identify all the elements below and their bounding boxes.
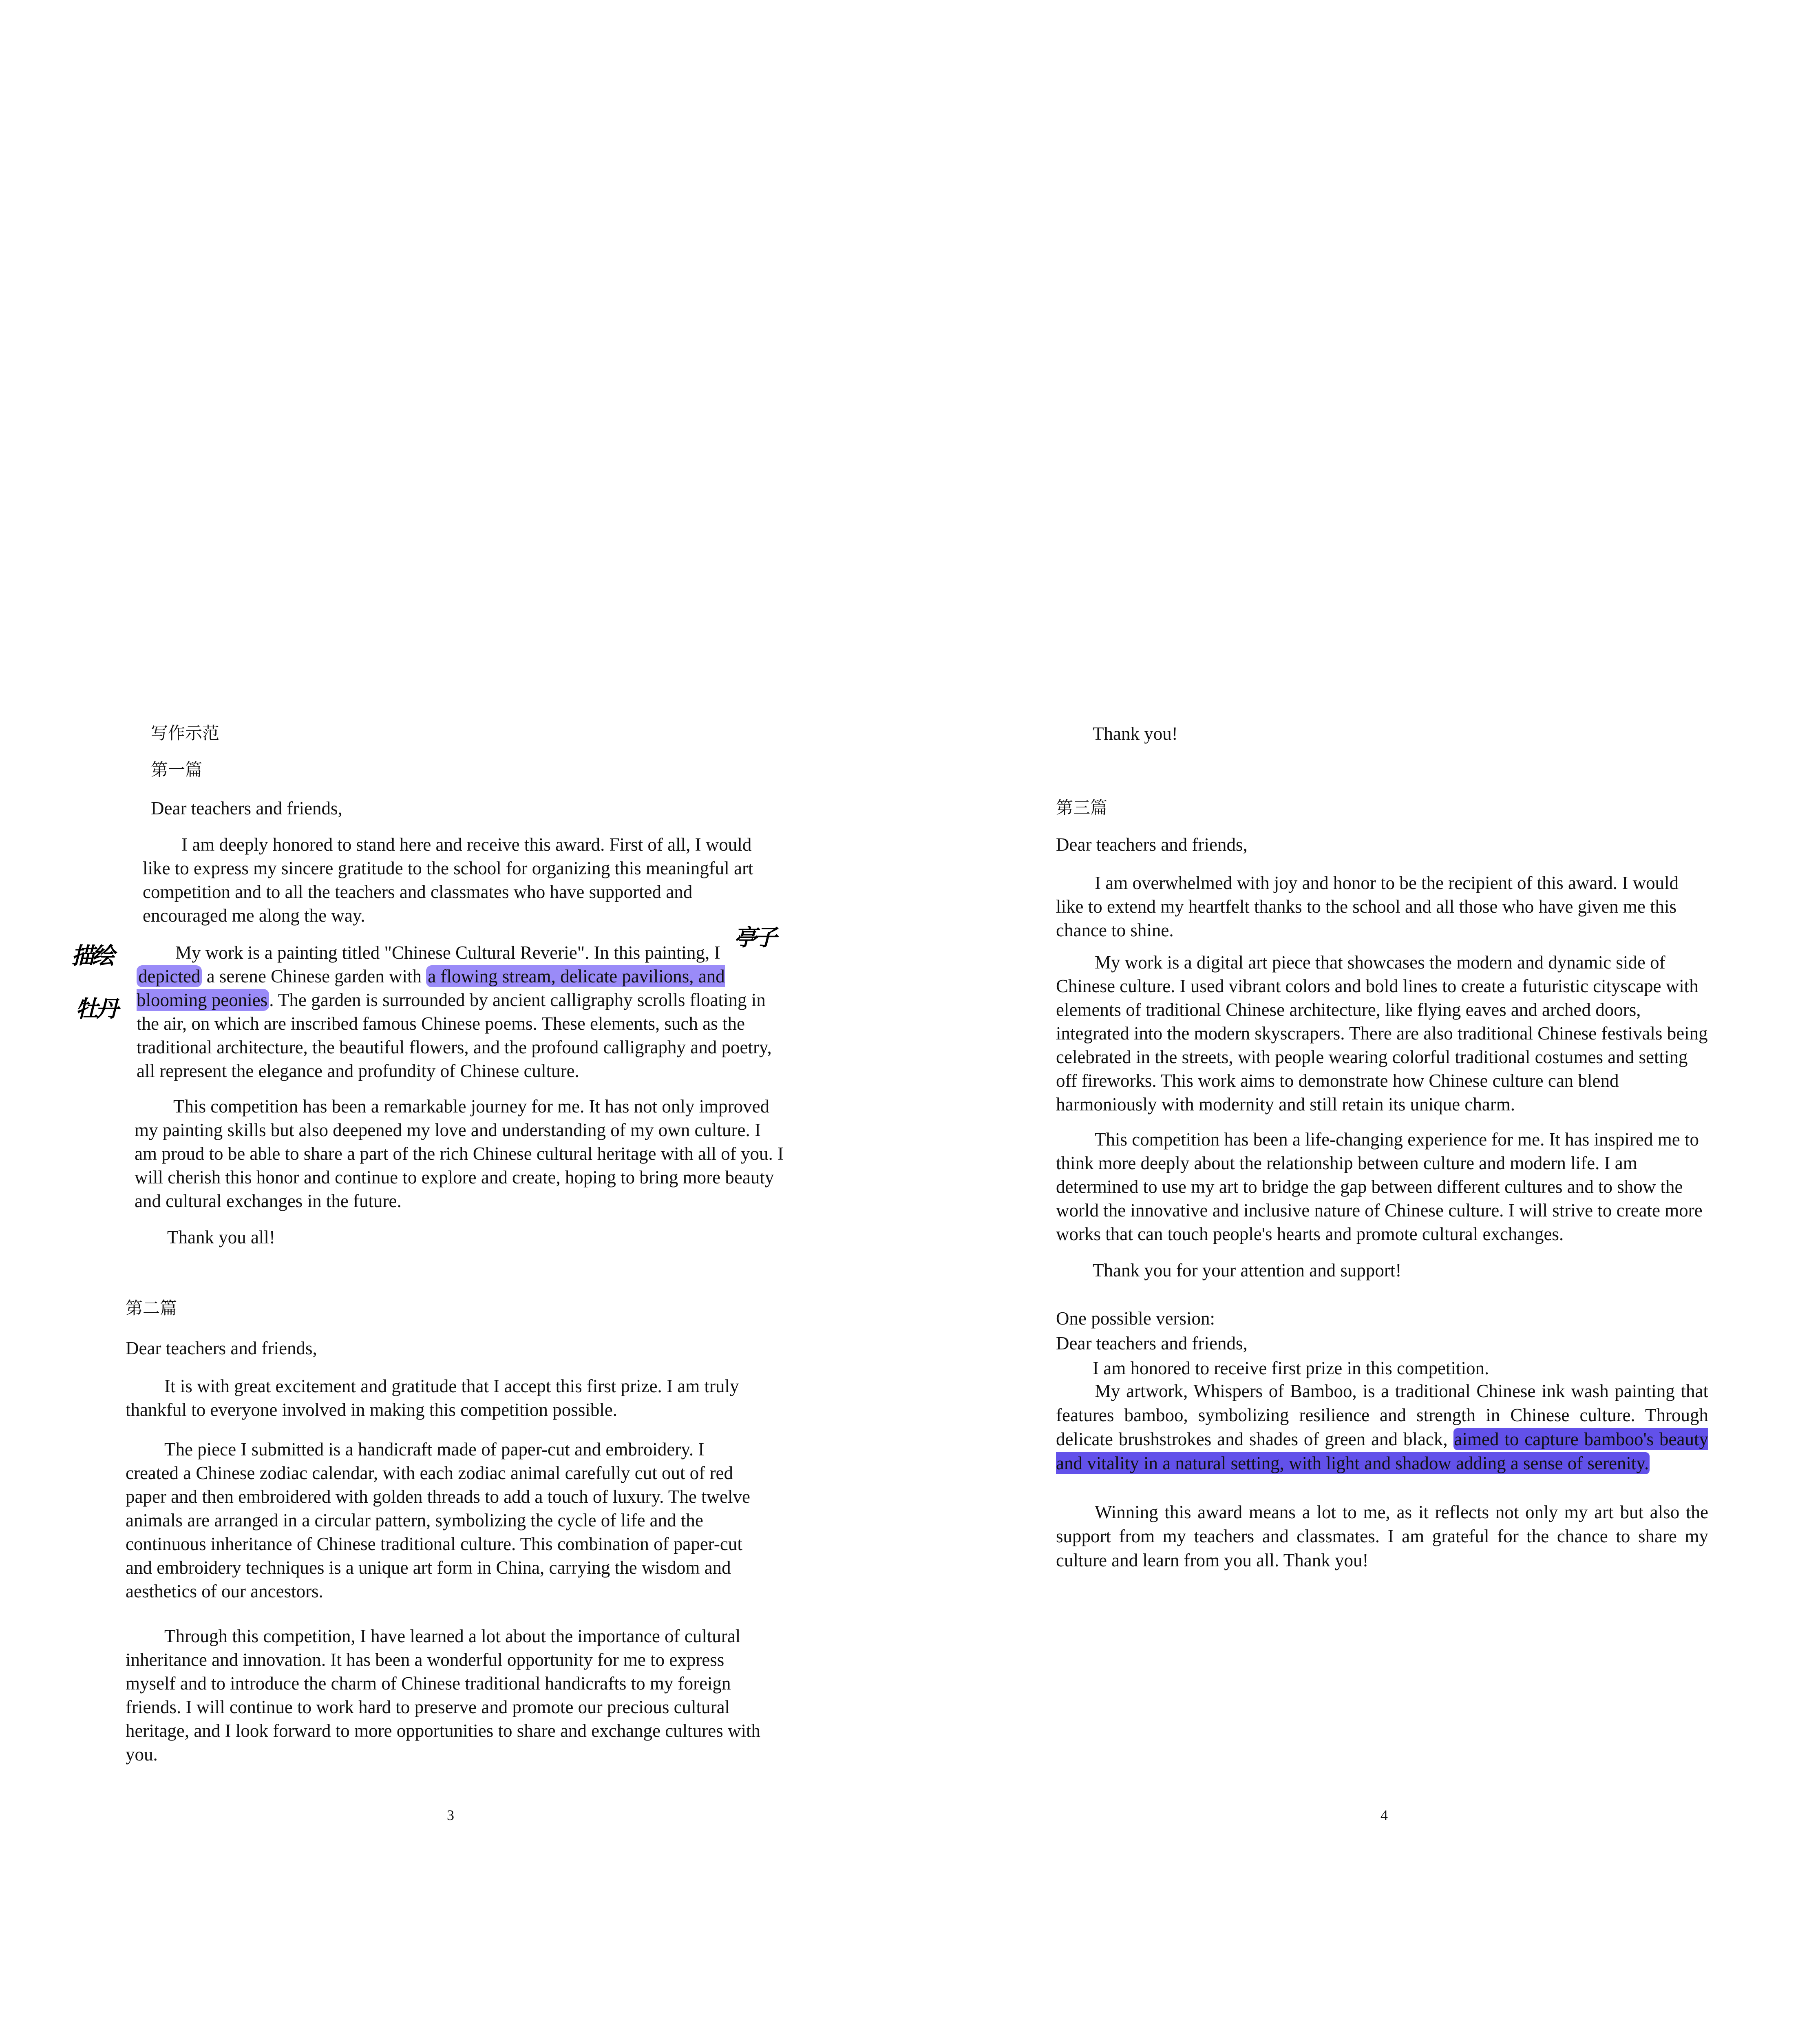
page-number: 3 (447, 1807, 454, 1823)
version-greeting: Dear teachers and friends, (1056, 1333, 1248, 1353)
highlight-depicted: depicted (137, 965, 202, 987)
version-label: One possible version: (1056, 1308, 1215, 1329)
version-paragraph-3: Winning this award means a lot to me, as it reflects not only my art but also the support from my teachers and classmates. I am grateful for the chance to share my culture and learn from you all. Thank you! (1056, 1502, 1708, 1570)
essay-2-paragraph-2: The piece I submitted is a handicraft made of paper-cut and embroidery. I created a Chinese zodiac calendar, with each zodiac animal carefully cut out of red paper and then embroidered with golden threads to add a touch of luxury. The twelve animals are arranged in a circular pattern, symbolizing the cycle of life and the continuous inheritance of Chinese traditional culture. This combination of paper-cut and embroidery techniques is a unique art form in China, carrying the wisdom and aesthetics of our ancestors. (126, 1439, 751, 1601)
essay-1-paragraph-3: This competition has been a remarkable journey for me. It has not only improved my painting skills but also deepened my love and understanding of my own culture. I am proud to be able to share a part of the rich Chinese cultural heritage with all of you. I will cherish this honor and continue to explore and create, hoping to bring more beauty and cultural exchanges in the future. (135, 1096, 784, 1211)
section-heading: 写作示范 (151, 724, 220, 743)
essay-1-label: 第一篇 (151, 761, 203, 780)
version-paragraph-2 (1056, 1379, 1708, 1475)
essay-3-paragraph-2: My work is a digital art piece that showcases the modern and dynamic side of Chinese culture. I used vibrant colors and bold lines to create a futuristic cityscape with elements of traditional Chinese architecture, like flying eaves and arched doors, integrated into the modern skyscrapers. There are also traditional Chinese festivals being celebrated in the streets, with people wearing colorful traditional costumes and setting off fireworks. This work aims to demonstrate how Chinese culture can blend harmoniously with modernity and still retain its unique charm. (1056, 952, 1708, 1115)
essay-1-greeting: Dear teachers and friends, (151, 798, 342, 818)
highlight-bamboo-description: aimed to capture bamboo's beauty and vitality in a natural setting, with light and shadow adding a sense of serenity. (1056, 1429, 1708, 1473)
essay-3-paragraph-1: I am overwhelmed with joy and honor to be the recipient of this award. I would like to extend my heartfelt thanks to the school and all those who have given me this chance to shine. (1056, 873, 1679, 940)
handwritten-annotation-pavilion: 亭子 (734, 924, 775, 951)
essay-2-paragraph-3: Through this competition, I have learned a lot about the importance of cultural inheritance and innovation. It has been a wonderful opportunity for me to express myself and to introduce the charm of Chinese traditional handicrafts to my foreign friends. I will continue to work hard to preserve and promote our precious cultural heritage, and I look forward to more opportunities to share and exchange cultures with you. (126, 1626, 761, 1765)
version-paragraph-1: I am honored to receive first prize in this competition. (1093, 1358, 1489, 1378)
essay-1-closing: Thank you all! (167, 1227, 275, 1247)
essay-3-label: 第三篇 (1056, 799, 1108, 818)
text-segment: My work is a painting titled "Chinese Cultural Reverie". In this painting, I (175, 942, 720, 963)
handwritten-annotation-depicted: 描绘 (71, 943, 112, 969)
essay-2-closing: Thank you! (1093, 723, 1178, 744)
text-segment: a serene Chinese garden with (202, 966, 426, 986)
essay-1-paragraph-2 (137, 941, 789, 1083)
highlight-garden-features: a flowing stream, delicate pavilions, and blooming peonies (137, 966, 725, 1010)
essay-2-greeting: Dear teachers and friends, (126, 1338, 317, 1358)
handwritten-annotation-peonies: 牡丹 (75, 996, 116, 1022)
essay-3-greeting: Dear teachers and friends, (1056, 834, 1248, 855)
text-segment: . The garden is surrounded by ancient calligraphy scrolls floating in the air, on which are inscribed famous Chinese poems. These elements, such as the traditional architecture, the beautiful flowers, and the profound calligraphy and poetry, all represent the elegance and profundity of Chinese culture. (137, 990, 772, 1081)
essay-1-paragraph-1: I am deeply honored to stand here and receive this award. First of all, I would like to express my sincere gratitude to the school for organizing this meaningful art competition and to all the teachers and classmates who have supported and encouraged me along the way. (143, 834, 753, 926)
text-segment: My artwork, Whispers of Bamboo, is a traditional Chinese ink wash painting that features bamboo, symbolizing resilience and strength in Chinese culture. Through delicate brushstrokes and shades of green and black, (1056, 1381, 1708, 1449)
essay-2-paragraph-1: It is with great excitement and gratitude that I accept this first prize. I am truly thankful to everyone involved in making this competition possible. (126, 1376, 739, 1420)
essay-3-paragraph-3: This competition has been a life-changing experience for me. It has inspired me to think more deeply about the relationship between culture and modern life. I am determined to use my art to bridge the gap between different cultures and to show the world the innovative and inclusive nature of Chinese culture. I will strive to create more works that can touch people's hearts and promote cultural exchanges. (1056, 1129, 1703, 1244)
page-number: 4 (1380, 1807, 1388, 1823)
essay-3-closing: Thank you for your attention and support! (1093, 1260, 1402, 1280)
essay-2-label: 第二篇 (126, 1299, 177, 1318)
